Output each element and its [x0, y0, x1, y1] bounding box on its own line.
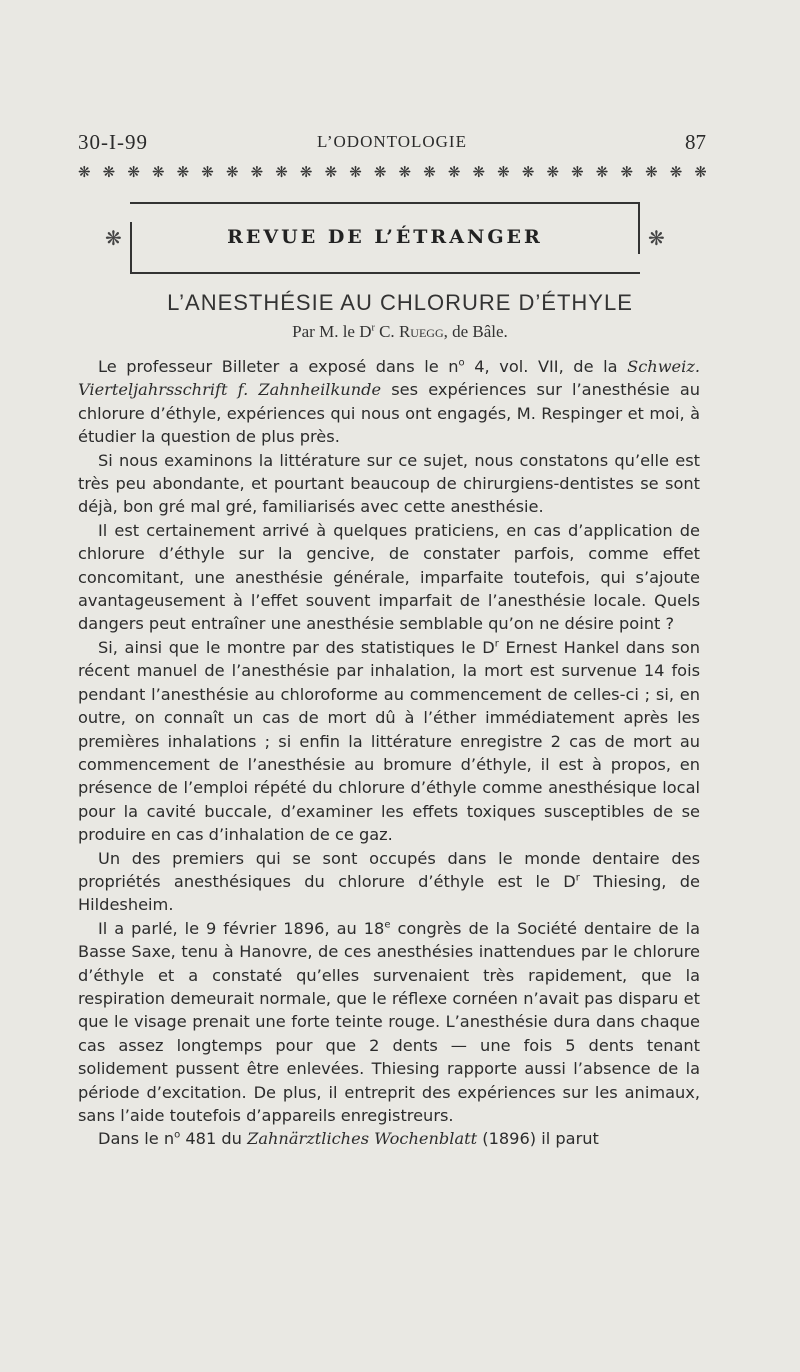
- ornament-icon: ❋: [595, 165, 608, 181]
- paragraph: Dans le $n^o$ 481 du Zahnärztliches Wochenblatt (1896) il parut: [98, 1129, 599, 1149]
- ornament-icon: ❋: [645, 165, 657, 181]
- ornament-icon: ❋: [324, 165, 337, 181]
- ornament-icon: ❋: [201, 165, 213, 181]
- ornament-icon: ❋: [546, 165, 559, 181]
- ornament-icon: ❋: [373, 165, 386, 181]
- ornament-icon: ❋: [349, 165, 361, 181]
- ornament-icon: ❋: [521, 165, 534, 181]
- journal-citation: Zahnärztliches Wochenblatt: [247, 1129, 478, 1149]
- ornament-icon: ❋: [250, 165, 263, 181]
- section-title: REVUE DE L’ÉTRANGER: [227, 226, 543, 248]
- ornament-icon: ❋: [151, 165, 164, 181]
- byline: Par M. le $D^r$ C. Ruegg, de Bâle.: [292, 322, 508, 341]
- ornament-icon: ❋: [694, 165, 706, 181]
- paragraph: Il est certainement arrivé à quelques praticiens, en cas d’application de chlorure d’éthyle sur la gencive, de constater parfois, comme effet concomitant, une anesthésie générale, imparfaite toutefois, qui s’ajoute avantageusement à l’effet souvent imparfait de l’anesthésie locale. Quels dangers peut entraîner une anesthésie semblable qu’on ne désire point ?: [78, 520, 700, 634]
- ornament-icon: ❋: [299, 165, 312, 181]
- ornament-icon: ❋: [497, 165, 509, 181]
- ornament-icon: ❋: [225, 165, 238, 181]
- ornament-icon: ❋: [78, 165, 90, 181]
- ornament-icon: ❋: [571, 165, 583, 181]
- issue-date: 30-I-99: [78, 130, 148, 154]
- left-flourish-icon: ❋: [105, 228, 122, 250]
- ornament-icon: ❋: [423, 165, 435, 181]
- ornament-icon: ❋: [447, 165, 460, 181]
- ornament-icon: ❋: [127, 165, 139, 181]
- ornament-icon: ❋: [472, 165, 485, 181]
- running-head: [78, 130, 706, 160]
- ornamental-border: [78, 163, 706, 185]
- author-name: Ruegg: [398, 322, 444, 341]
- page-number: 87: [685, 130, 706, 154]
- ornament-icon: ❋: [176, 165, 189, 181]
- ornament-icon: ❋: [620, 165, 633, 181]
- paragraph: Le professeur Billeter a exposé dans le $n^o$ 4, vol. VII, de la Schweiz. Vierteljahrsschrift f. Zahnheilkunde ses expériences sur l’anesthésie au chlorure d’éthyle, expériences qui nous ont engagés, M. Respinger et moi, à étudier la question de plus près.: [78, 357, 701, 447]
- paragraph: Un des premiers qui se sont occupés dans le monde dentaire des propriétés anesthésiques du chlorure d’éthyle est le $D^r$ Thiesing, de Hildesheim.: [78, 848, 700, 915]
- paragraph: Si nous examinons la littérature sur ce sujet, nous constatons qu’elle est très peu abondante, et pourtant beaucoup de chirurgiens-dentistes se sont déjà, bon gré mal gré, familiarisés avec cette anesthésie.: [78, 450, 700, 517]
- article-title: L’ANESTHÉSIE AU CHLORURE D’ÉTHYLE: [167, 290, 633, 315]
- right-flourish-icon: ❋: [648, 228, 665, 250]
- ornament-icon: ❋: [102, 165, 115, 181]
- paragraph: Il a parlé, le 9 février 1896, au 18e congrès de la Société dentaire de la Basse Saxe, tenu à Hanovre, de ces anesthésies inattendues par le chlorure d’éthyle et a constaté qu’elles survenaient très rapidement, que la respiration demeurait normale, que le réflexe cornéen n’avait pas disparu et que le visage prenait une forte teinte rouge. L’anesthésie dura dans chaque cas assez longtemps pour que 2 dents — une fois 5 dents tenant solidement pussent être enlevées. Thiesing rapporte aussi l’absence de la période d’excitation. De plus, il entreprit des expériences sur les animaux, sans l’aide toutefois d’appareils enregistreurs.: [78, 918, 700, 1125]
- section-banner: [130, 202, 640, 274]
- journal-citation: Schweiz. Vierteljahrsschrift f. Zahnheilkunde: [78, 357, 700, 400]
- journal-name: L’ODONTOLOGIE: [317, 132, 467, 151]
- paragraph: Si, ainsi que le montre par des statistiques le $D^r$ Ernest Hankel dans son récent manuel de l’anesthésie par inhalation, la mort est survenue 14 fois pendant l’anesthésie au chloroforme au commencement de celles-ci ; si, en outre, on connaît un cas de mort dû à l’éther immédiatement après les premières inhalations ; si enfin la littérature enregistre 2 cas de mort au commencement de l’anesthésie au bromure d’éthyle, il est à propos, en présence de l’emploi répété du chlorure d’éthyle comme anesthésique local pour la cavité buccale, d’examiner les effets toxiques susceptibles de se produire en cas d’inhalation de ce gaz.: [78, 637, 700, 845]
- ornament-icon: ❋: [669, 165, 682, 181]
- ornament-icon: ❋: [398, 165, 411, 181]
- article-body: [78, 355, 700, 1151]
- ornament-icon: ❋: [275, 165, 287, 181]
